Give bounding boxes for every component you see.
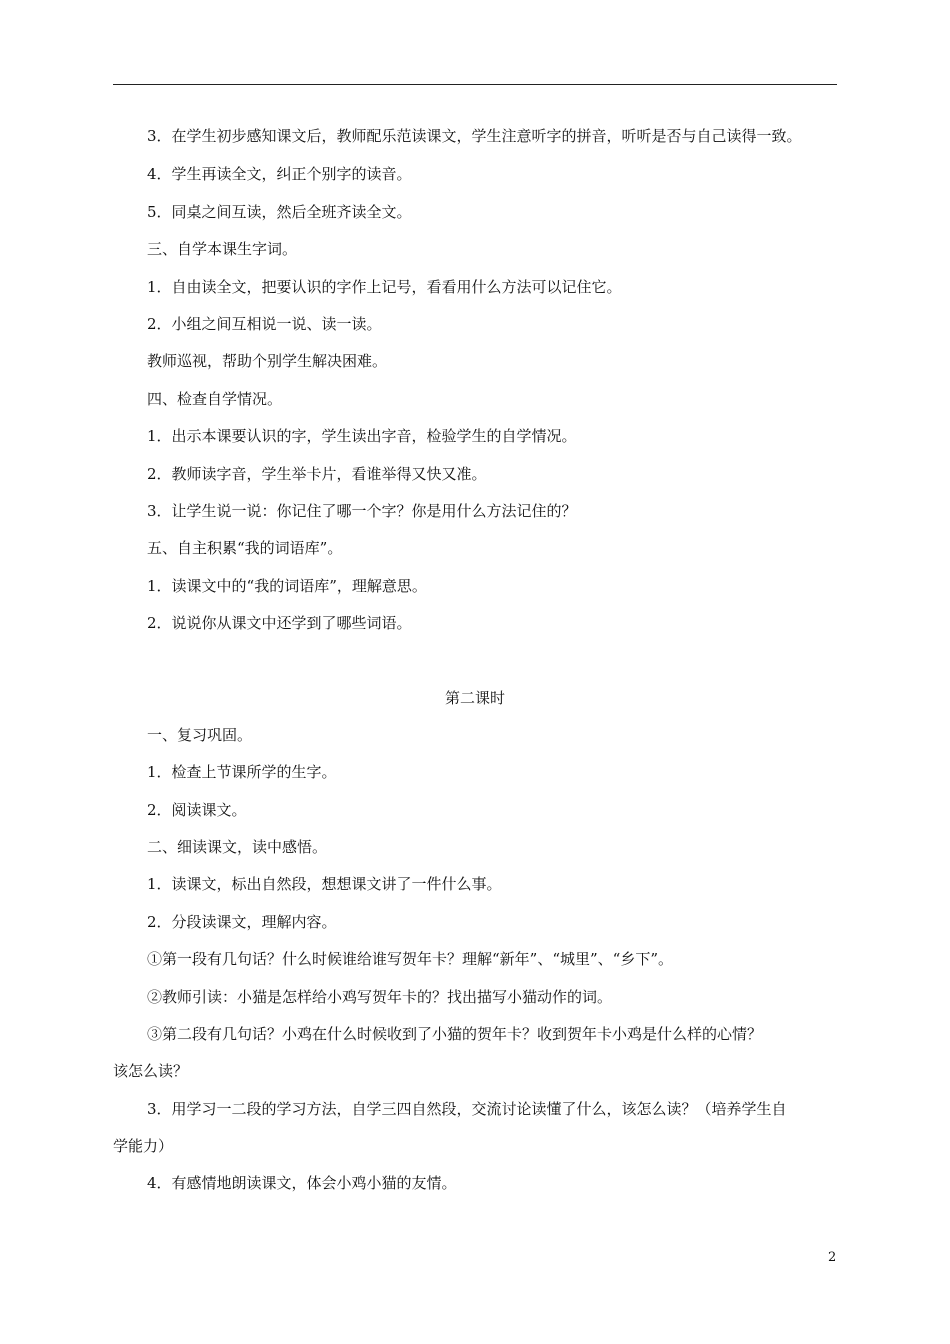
- paragraph-line: 1．检查上节课所学的生字。: [147, 763, 337, 781]
- paragraph-line: 2．教师读字音，学生举卡片，看谁举得又快又准。: [147, 465, 487, 483]
- page-number: 2: [828, 1250, 837, 1265]
- paragraph-line: 学能力）: [113, 1137, 174, 1155]
- paragraph-line: 2．阅读课文。: [147, 801, 247, 819]
- paragraph-line: 3．用学习一二段的学习方法，自学三四自然段，交流讨论读懂了什么，该怎么读？（培养学生自: [147, 1100, 787, 1118]
- lesson-title: 第二课时: [444, 689, 505, 707]
- paragraph-line: 3．让学生说一说：你记住了哪一个字？你是用什么方法记住的？: [147, 502, 577, 520]
- paragraph-line: 5．同桌之间互读，然后全班齐读全文。: [147, 203, 412, 221]
- section-heading: 五、自主积累“我的词语库”。: [147, 539, 343, 557]
- section-heading: 四、检查自学情况。: [147, 390, 283, 408]
- section-heading: 三、自学本课生字词。: [147, 240, 298, 258]
- paragraph-line: 1．读课文中的“我的词语库”，理解意思。: [147, 577, 427, 595]
- paragraph-line: 2．说说你从课文中还学到了哪些词语。: [147, 614, 412, 632]
- paragraph-line: ②教师引读：小猫是怎样给小鸡写贺年卡的？找出描写小猫动作的词。: [147, 988, 613, 1006]
- paragraph-line: 2．小组之间互相说一说、读一读。: [147, 315, 382, 333]
- paragraph-line: 1．读课文，标出自然段，想想课文讲了一件什么事。: [147, 875, 502, 893]
- paragraph-line: ③第二段有几句话？小鸡在什么时候收到了小猫的贺年卡？收到贺年卡小鸡是什么样的心情？: [147, 1025, 763, 1043]
- paragraph-line: ①第一段有几句话？什么时候谁给谁写贺年卡？理解“新年”、“城里”、“乡下”。: [147, 950, 674, 968]
- paragraph-line: 2．分段读课文，理解内容。: [147, 913, 337, 931]
- paragraph-line: 4．学生再读全文，纠正个别字的读音。: [147, 165, 412, 183]
- paragraph-line: 4．有感情地朗读课文，体会小鸡小猫的友情。: [147, 1174, 457, 1192]
- paragraph-line: 1．自由读全文，把要认识的字作上记号，看看用什么方法可以记住它。: [147, 278, 622, 296]
- paragraph-line: 教师巡视，帮助个别学生解决困难。: [147, 352, 388, 370]
- section-heading: 一、复习巩固。: [147, 726, 253, 744]
- section-heading: 二、细读课文，读中感悟。: [147, 838, 328, 856]
- paragraph-line: 1．出示本课要认识的字，学生读出字音，检验学生的自学情况。: [147, 427, 577, 445]
- paragraph-line: 3．在学生初步感知课文后，教师配乐范读课文，学生注意听字的拼音，听听是否与自己读得一致。: [147, 127, 802, 145]
- paragraph-line: 该怎么读？: [113, 1062, 189, 1080]
- header-rule: [113, 84, 837, 85]
